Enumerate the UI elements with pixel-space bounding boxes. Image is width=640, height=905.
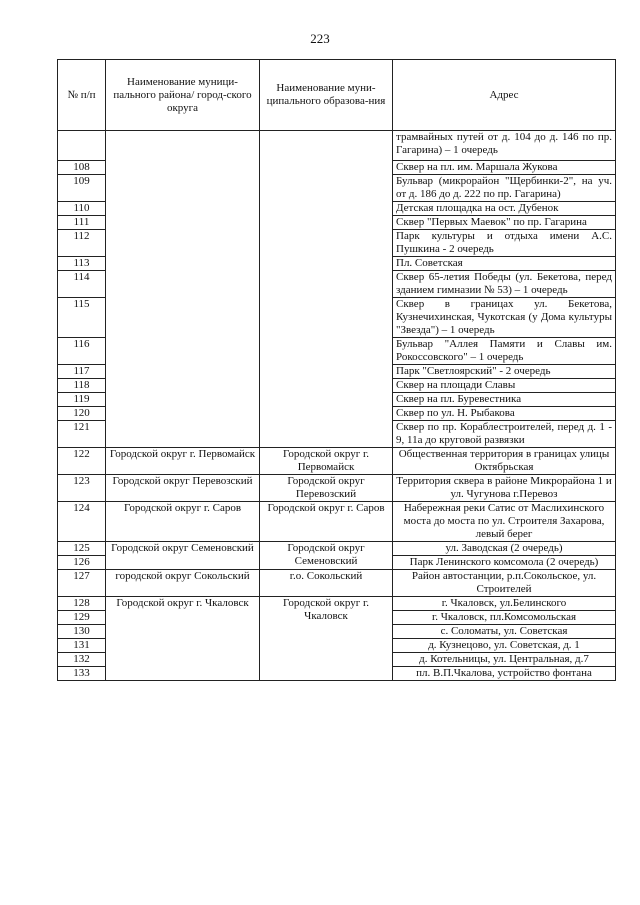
row-num: 113: [58, 257, 106, 271]
row-address: с. Соломаты, ул. Советская: [393, 625, 616, 639]
row-address: Сквер на площади Славы: [393, 379, 616, 393]
row-num: 133: [58, 667, 106, 681]
row-address: Парк Ленинского комсомола (2 очередь): [393, 556, 616, 570]
table-row: [58, 475, 616, 502]
row-num: 123: [58, 475, 106, 502]
row-num: 127: [58, 570, 106, 597]
row-municipality: [260, 131, 393, 448]
row-num: 124: [58, 502, 106, 542]
row-district: Городской округ Семеновский: [106, 542, 260, 570]
row-num: 126: [58, 556, 106, 570]
row-num: [58, 131, 106, 161]
table-row: [58, 597, 616, 611]
row-address: ул. Заводская (2 очередь): [393, 542, 616, 556]
row-num: 114: [58, 271, 106, 298]
row-municipality: Городской округ Перевозский: [260, 475, 393, 502]
row-num: 108: [58, 161, 106, 175]
row-address: Пл. Советская: [393, 257, 616, 271]
row-num: 128: [58, 597, 106, 611]
row-district: Городской округ Перевозский: [106, 475, 260, 502]
row-num: 115: [58, 298, 106, 338]
table-row: [58, 502, 616, 542]
row-district: Городской округ г. Чкаловск: [106, 597, 260, 681]
row-num: 117: [58, 365, 106, 379]
row-municipality: Городской округ Семеновский: [260, 542, 393, 570]
row-num: 119: [58, 393, 106, 407]
row-address: Сквер "Первых Маевок" по пр. Гагарина: [393, 216, 616, 230]
row-address: Бульвар (микрорайон "Щербинки-2", на уч. от д. 186 до д. 222 по пр. Гагарина): [393, 175, 616, 202]
row-district: Городской округ г. Первомайск: [106, 448, 260, 475]
row-num: 120: [58, 407, 106, 421]
row-address: Набережная реки Сатис от Маслихинского моста до моста по ул. Строителя Захарова, левый берег: [393, 502, 616, 542]
table-header-row: [58, 60, 616, 131]
row-num: 130: [58, 625, 106, 639]
page-number: 223: [310, 31, 330, 46]
header-district: Наименование муници-пального района/ город-ского округа: [106, 60, 260, 131]
row-num: 122: [58, 448, 106, 475]
row-district: Городской округ г. Саров: [106, 502, 260, 542]
address-table: [57, 59, 616, 681]
row-num: 118: [58, 379, 106, 393]
row-num: 116: [58, 338, 106, 365]
table-row: [58, 542, 616, 556]
row-municipality: Городской округ г. Чкаловск: [260, 597, 393, 681]
row-num: 132: [58, 653, 106, 667]
row-num: 129: [58, 611, 106, 625]
row-address: Сквер в границах ул. Бекетова, Кузнечихинская, Чукотская (у Дома культуры "Звезда") – 1 очередь: [393, 298, 616, 338]
row-num: 125: [58, 542, 106, 556]
row-num: 131: [58, 639, 106, 653]
table-row: [58, 448, 616, 475]
row-address: Общественная территория в границах улицы Октябрьская: [393, 448, 616, 475]
row-district: [106, 131, 260, 448]
row-num: 121: [58, 421, 106, 448]
row-num: 109: [58, 175, 106, 202]
row-address: Парк "Светлоярский" - 2 очередь: [393, 365, 616, 379]
row-address: д. Кузнецово, ул. Советская, д. 1: [393, 639, 616, 653]
row-address: Сквер по пр. Кораблестроителей, перед д. 1 - 9, 11а до круговой развязки: [393, 421, 616, 448]
row-address: г. Чкаловск, ул.Белинского: [393, 597, 616, 611]
header-municipality: Наименование муни-ципального образова-ния: [260, 60, 393, 131]
row-address: Сквер 65-летия Победы (ул. Бекетова, перед зданием гимназии № 53) – 1 очередь: [393, 271, 616, 298]
row-address: Бульвар "Аллея Памяти и Славы им. Рокоссовского" – 1 очередь: [393, 338, 616, 365]
row-municipality: Городской округ г. Первомайск: [260, 448, 393, 475]
row-address: Территория сквера в районе Микрорайона 1 и ул. Чугунова г.Перевоз: [393, 475, 616, 502]
row-address: трамвайных путей от д. 104 до д. 146 по пр. Гагарина) – 1 очередь: [393, 131, 616, 161]
row-address: пл. В.П.Чкалова, устройство фонтана: [393, 667, 616, 681]
row-address: Детская площадка на ост. Дубенок: [393, 202, 616, 216]
row-address: Сквер по ул. Н. Рыбакова: [393, 407, 616, 421]
row-address: Парк культуры и отдыха имени А.С. Пушкина - 2 очередь: [393, 230, 616, 257]
row-num: 112: [58, 230, 106, 257]
table-row: [58, 131, 616, 161]
row-address: Сквер на пл. им. Маршала Жукова: [393, 161, 616, 175]
row-address: Район автостанции, р.п.Сокольское, ул. Строителей: [393, 570, 616, 597]
row-address: г. Чкаловск, пл.Комсомольская: [393, 611, 616, 625]
row-num: 111: [58, 216, 106, 230]
row-address: Сквер на пл. Буревестника: [393, 393, 616, 407]
row-district: городской округ Сокольский: [106, 570, 260, 597]
row-num: 110: [58, 202, 106, 216]
header-address: Адрес: [393, 60, 616, 131]
row-municipality: г.о. Сокольский: [260, 570, 393, 597]
row-municipality: Городской округ г. Саров: [260, 502, 393, 542]
table-row: [58, 570, 616, 597]
header-num: № п/п: [58, 60, 106, 131]
row-address: д. Котельницы, ул. Центральная, д.7: [393, 653, 616, 667]
